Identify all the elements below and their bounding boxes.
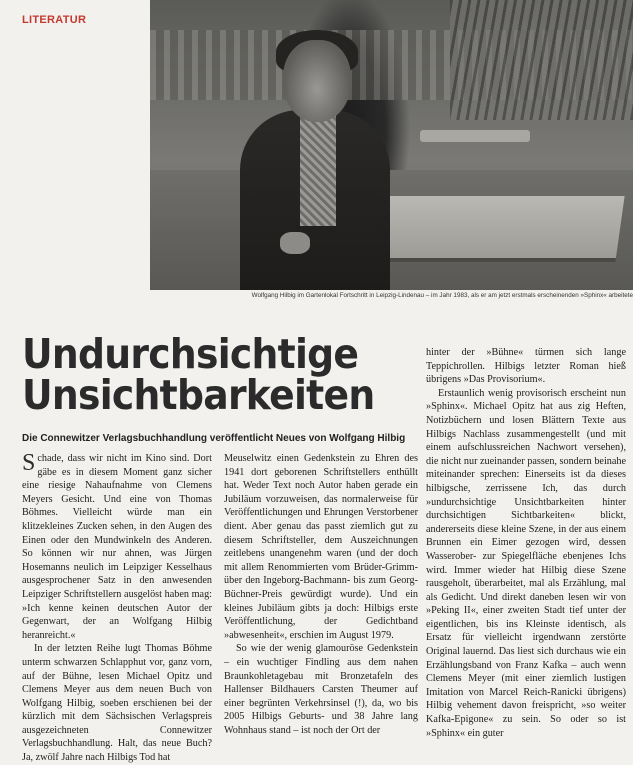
- photo-man-shirt: [300, 116, 336, 226]
- article-column-1: [22, 450, 212, 764]
- paragraph: hinter der »Bühne« türmen sich lange Teppichrollen. Hilbigs letzter Roman hieß übrigens »Das Provisorium«.: [426, 347, 626, 386]
- paragraph: Erstaunlich wenig provisorisch erscheint nun »Sphinx«. Michael Opitz hat aus zig Heften, Notizbüchern und losen Blättern Texte aus Hilbigs Nachlass zusammengestellt (und mit einem aufschlussreichen Nachwort versehen), die nicht nur zueinander passen, sondern beinahe miteinander sprechen: Einerseits ist da dieses hilbigsche, zerrissene Ich, das durch »undurchsichtige Unsichtbarkeiten hinter durchsichtigen Sichtbarkeiten« blickt, andererseits diese kleine Szene, in der aus einem Brunnen ein Eimer gezogen wird, dessen Wasserober- zur Spiegelfläche ebenjenes Ichs wird. Immer wieder hat Hilbig diese Szene rausgeholt, überarbeitet, mal als Erzählung, mal als Gedicht. Und direkt daneben lesen wir von »Peking II«, einer zweiten Stadt tief unter der eigentlichen, bis ins Kleinste identisch, als Ersatz für vielleicht irgendwann zerstörte Original lauernd. Das liest sich durchaus wie ein Erzählungsband von Franz Kafka – auch wenn Clemens Meyer (mit einer ziemlich lustigen Imitation von Marcel Reich-Ranicki übrigens) Hilbig vehement davon freispricht, »so weiter Kafka-Epigone« zu sein. So oder so ist »Sphinx« ein guter: [426, 387, 626, 739]
- article-headline: [22, 330, 375, 419]
- photo-trees: [450, 0, 633, 120]
- article-subline: Die Connewitzer Verlagsbuchhandlung veröffentlicht Neues von Wolfgang Hilbig: [22, 433, 406, 444]
- article-column-3: [426, 346, 626, 739]
- paragraph: [22, 452, 212, 642]
- author-photo: [150, 0, 633, 290]
- photo-caption: Wolfgang Hilbig im Gartenlokal Fortschritt in Leipzig-Lindenau – im Jahr 1983, als er am jetzt erstmals erscheinenden »Sphinx« arbeitete: [251, 292, 633, 299]
- headline-line-1: Undurchsichtige: [22, 330, 359, 378]
- paragraph: In der letzten Reihe lugt Thomas Böhme unterm schwarzen Schlapphut vor, ganz vorn, auf der Bühne, lesen Michael Opitz und Clemens Meyer aus dem neuen Buch von Wolfgang Hilbig, soeben erschienen bei der kürzlich mit dem Sächsischen Verlagspreis ausgezeichneten Connewitzer Verlagsbuchhandlung. Halt, das neue Buch? Ja, zwölf Jahre nach Hilbigs Tod hat: [22, 643, 212, 764]
- paragraph-text: chade, dass wir nicht im Kino sind. Dort gäbe es in diesem Moment ganz sicher eine riesige Nahaufnahme von Clemens Meyers Gesicht. Und eine von Thomas Böhmes. Vielleicht würde man ein klitzekleines Zucken sehen, in den Augen des Einen oder den Mundwinkeln des Anderen. So können wir nur ahnen, was Jürgen Hosemanns neulich im Leipziger Kesselhaus ausgesprochener Satz in den anwesenden Leipziger Schriftstellern ausgelöst haben mag: »Ich kenne keinen deutschen Autor der Gegenwart, der an Wolfgang Hilbig heranreicht.«: [22, 453, 212, 641]
- article-column-2: [224, 452, 418, 736]
- photo-man-face: [283, 40, 351, 122]
- paragraph: Meuselwitz einen Gedenkstein zu Ehren des 1941 dort geborenen Schriftstellers enthüllt hat. Weder Text noch Autor haben gerade ein Jubiläum vorzuweisen, das normalerweise für Veröffentlichungen und Ehrungen Verstorbener dient. Aber genau das passt ziemlich gut zu diesem Schriftsteller, dem Auszeichnungen zeitlebens unangenehm waren (und der doch mit allem Renommierten vom Brüder-Grimm- über den Ingeborg-Bachmann- bis zum Georg-Büchner-Preis gewürdigt wurde). Und ein kleines Jubiläum gibts ja doch: Hilbigs erste Veröffentlichung, der Gedichtband »abwesenheit«, erschien im August 1979.: [224, 453, 418, 641]
- photo-man-hand: [280, 232, 310, 254]
- paragraph: So wie der wenig glamouröse Gedenkstein – ein wuchtiger Findling aus dem nahen Braunkohletagebau mit Bronzetafeln des Hallenser Bildhauers Carsten Theumer auf einer begrünten Verkehrsinsel (!), da, wo bis 2005 Hilbigs Geburts- und 38 Jahre lang Wohnhaus stand – ist noch der Ort der: [224, 643, 418, 736]
- drop-cap: S: [22, 450, 36, 476]
- photo-chair: [420, 130, 530, 142]
- headline-line-2: Unsichtbarkeiten: [22, 371, 375, 419]
- page-edge-mark: [625, 58, 631, 66]
- section-label: LITERATUR: [22, 14, 87, 26]
